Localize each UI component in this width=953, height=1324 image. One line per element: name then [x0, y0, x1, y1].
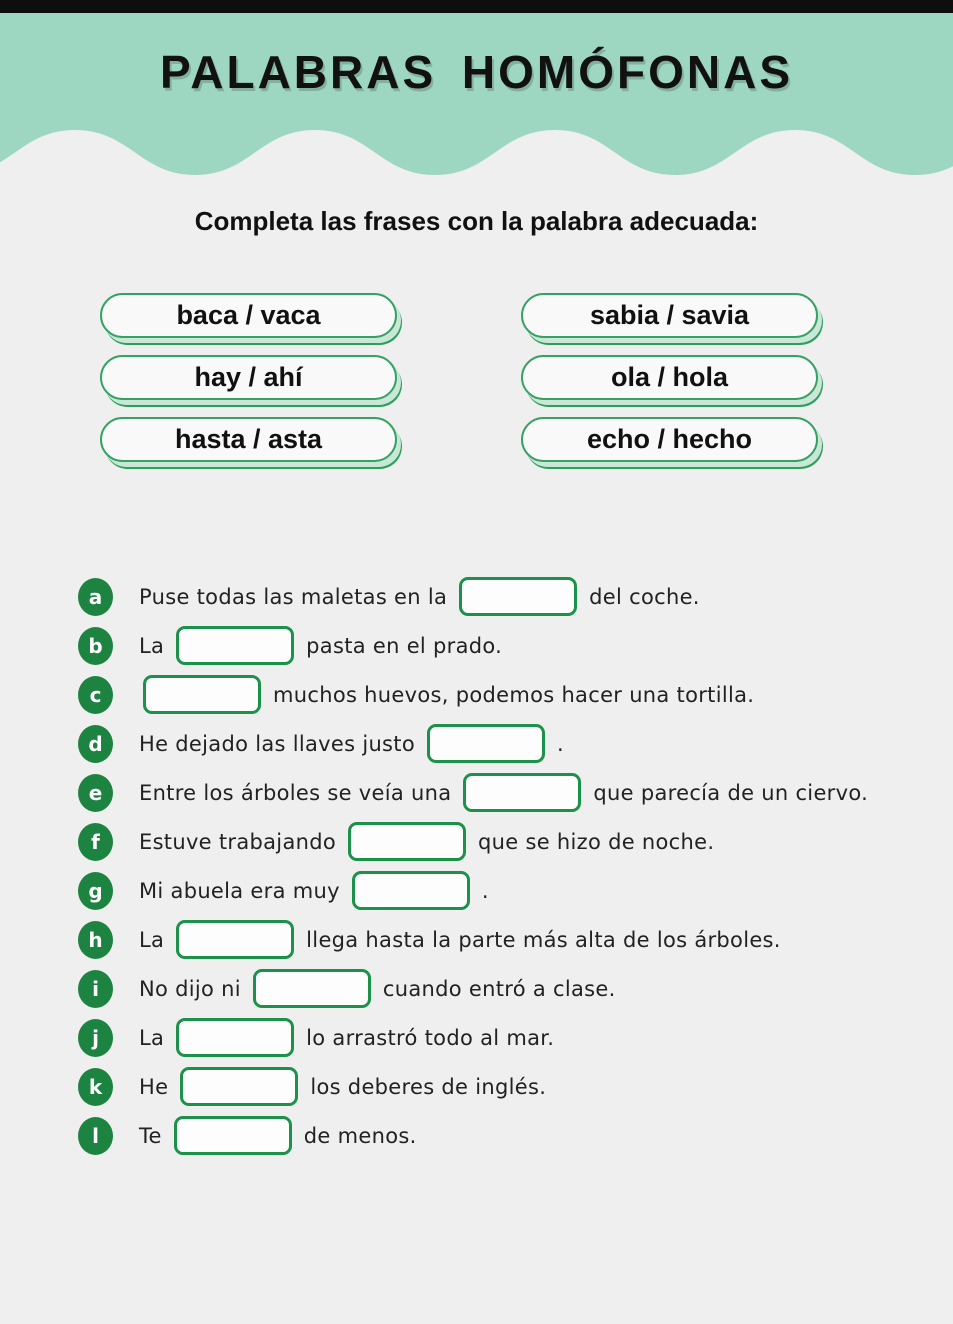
word-option-pill[interactable]	[100, 417, 397, 462]
letter-badge: a	[78, 578, 113, 616]
sentence-text-before: La	[139, 927, 165, 952]
sentence-text-after: cuando entró a clase.	[382, 976, 616, 1001]
sentence-row	[0, 964, 953, 1013]
sentence-text-before: He	[139, 1074, 169, 1099]
word-option-pill[interactable]	[100, 293, 397, 338]
word-option-label: echo / hecho	[586, 424, 753, 454]
word-bank	[0, 293, 953, 462]
word-option-pill[interactable]	[521, 355, 818, 400]
answer-blank-input[interactable]	[176, 920, 294, 959]
answer-blank-input[interactable]	[348, 822, 466, 861]
sentence-text-after: .	[556, 731, 564, 756]
letter-badge: j	[78, 1019, 113, 1057]
answer-blank-input[interactable]	[352, 871, 470, 910]
sentence-row	[0, 621, 953, 670]
sentence-text-after: los deberes de inglés.	[310, 1074, 547, 1099]
sentence-text-before: La	[139, 1025, 165, 1050]
page-title: PALABRAS HOMÓFONAS	[159, 45, 794, 98]
sentence-text-before: La	[139, 633, 165, 658]
sentence-text-before: Puse todas las maletas en la	[139, 584, 448, 609]
letter-badge: b	[78, 627, 113, 665]
sentence-text-before: No dijo ni	[139, 976, 241, 1001]
top-border-bar	[0, 0, 953, 13]
sentence-row	[0, 572, 953, 621]
answer-blank-input[interactable]	[459, 577, 577, 616]
sentence-row	[0, 915, 953, 964]
sentence-text-after: muchos huevos, podemos hacer una tortilla.	[273, 682, 755, 707]
word-option-label: hasta / asta	[174, 424, 323, 454]
answer-blank-input[interactable]	[253, 969, 371, 1008]
sentence-row	[0, 1062, 953, 1111]
letter-badge: d	[78, 725, 113, 763]
sentence-text-before: Estuve trabajando	[139, 829, 337, 854]
sentence-text-before: Mi abuela era muy	[139, 878, 340, 903]
sentence-row	[0, 670, 953, 719]
word-option-label: ola / hola	[610, 362, 729, 392]
sentence-list	[0, 572, 953, 1160]
sentence-text-before: Entre los árboles se veía una	[139, 780, 452, 805]
answer-blank-input[interactable]	[174, 1116, 292, 1155]
word-option-label: hay / ahí	[194, 362, 303, 392]
word-bank-left-column	[100, 293, 397, 462]
letter-badge: l	[78, 1117, 113, 1155]
word-option-pill[interactable]	[521, 293, 818, 338]
instruction-text: Completa las frases con la palabra adecuada:	[194, 206, 759, 236]
sentence-text-after: .	[481, 878, 489, 903]
sentence-text-after: que parecía de un ciervo.	[593, 780, 869, 805]
sentence-row	[0, 719, 953, 768]
answer-blank-input[interactable]	[180, 1067, 298, 1106]
sentence-row	[0, 817, 953, 866]
sentence-row	[0, 866, 953, 915]
word-option-label: sabia / savia	[589, 300, 750, 330]
sentence-text-after: que se hizo de noche.	[478, 829, 715, 854]
letter-badge: k	[78, 1068, 113, 1106]
worksheet-header	[0, 13, 953, 130]
letter-badge: f	[78, 823, 113, 861]
sentence-row	[0, 1013, 953, 1062]
letter-badge: c	[78, 676, 113, 714]
sentence-row	[0, 768, 953, 817]
answer-blank-input[interactable]	[463, 773, 581, 812]
answer-blank-input[interactable]	[427, 724, 545, 763]
sentence-text-after: lo arrastró todo al mar.	[306, 1025, 555, 1050]
letter-badge: i	[78, 970, 113, 1008]
sentence-text-before: He dejado las llaves justo	[139, 731, 415, 756]
sentence-row	[0, 1111, 953, 1160]
word-option-label: baca / vaca	[176, 300, 321, 330]
sentence-text-before: Te	[139, 1123, 162, 1148]
answer-blank-input[interactable]	[143, 675, 261, 714]
letter-badge: h	[78, 921, 113, 959]
letter-badge: e	[78, 774, 113, 812]
answer-blank-input[interactable]	[176, 626, 294, 665]
word-option-pill[interactable]	[521, 417, 818, 462]
word-bank-right-column	[521, 293, 818, 462]
letter-badge: g	[78, 872, 113, 910]
word-option-pill[interactable]	[100, 355, 397, 400]
sentence-text-after: de menos.	[303, 1123, 417, 1148]
sentence-text-after: del coche.	[589, 584, 700, 609]
answer-blank-input[interactable]	[176, 1018, 294, 1057]
sentence-text-after: llega hasta la parte más alta de los árboles.	[306, 927, 781, 952]
sentence-text-after: pasta en el prado.	[306, 633, 503, 658]
wave-divider	[0, 130, 953, 178]
